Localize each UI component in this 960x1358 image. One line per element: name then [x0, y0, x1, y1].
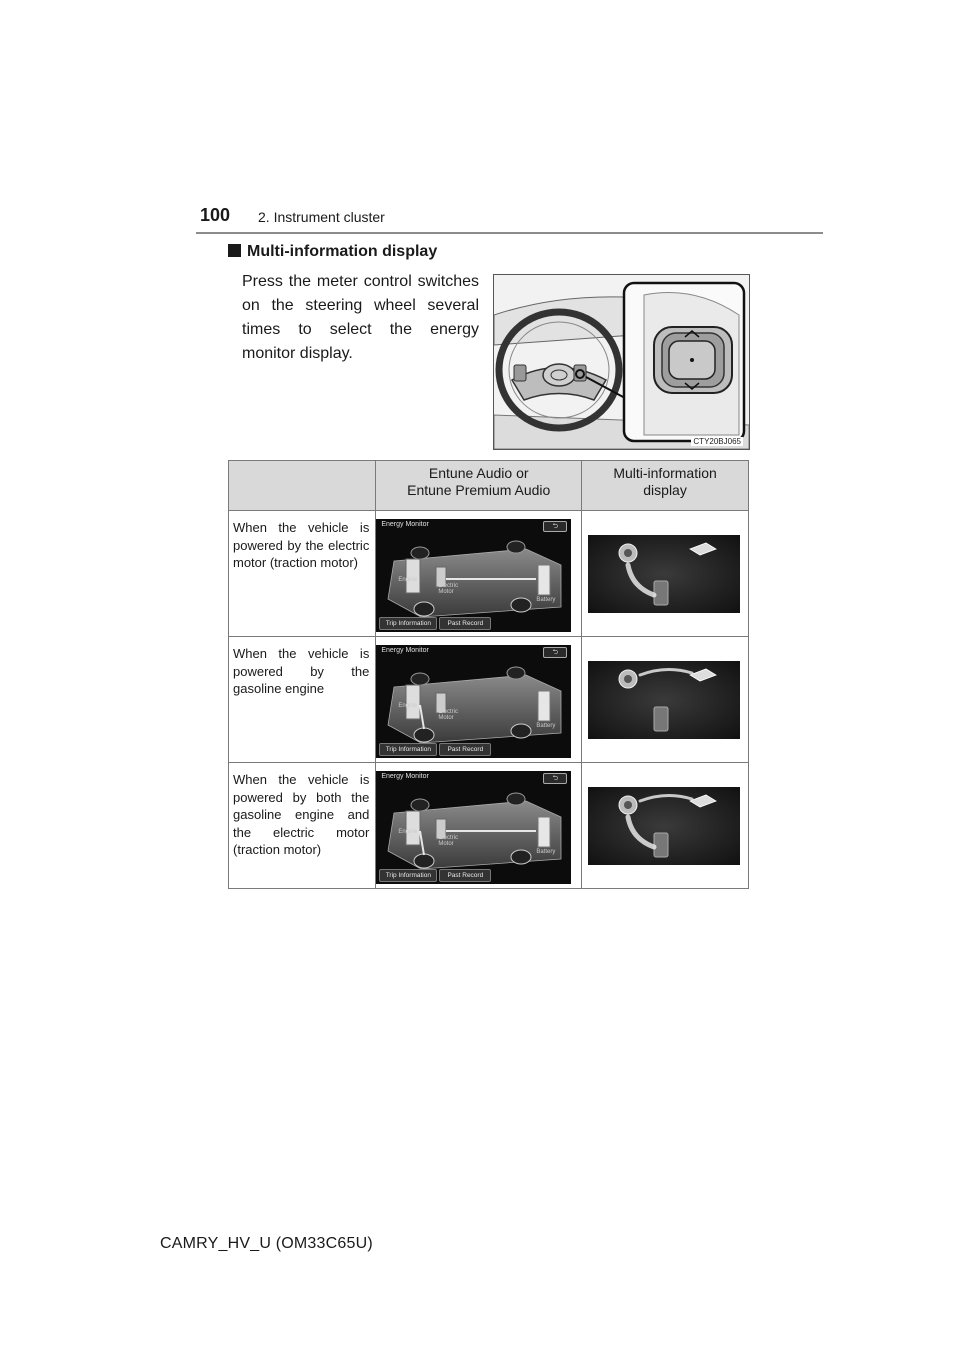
motor-label: Electric Motor	[438, 835, 458, 847]
screen-title: Energy Monitor	[381, 773, 429, 780]
table-row	[229, 637, 749, 763]
trip-information-button: Trip Information	[379, 743, 437, 756]
energy-monitor-screen	[376, 519, 571, 632]
header-mid-line2: display	[643, 482, 687, 498]
steering-wheel-illustration	[494, 275, 749, 449]
header-mid-line1: Multi-information	[613, 465, 717, 481]
car-diagram	[376, 519, 571, 632]
mid-energy-diagram	[588, 661, 740, 739]
car-diagram	[376, 771, 571, 884]
past-record-button: Past Record	[439, 743, 491, 756]
header-entune-line1: Entune Audio or	[428, 465, 529, 481]
battery-label: Battery	[536, 597, 556, 603]
header-mid	[582, 461, 749, 511]
motor-label: Electric Motor	[438, 583, 458, 595]
screen-title: Energy Monitor	[381, 647, 429, 654]
multi-info-display	[588, 661, 740, 739]
intro-paragraph: Press the meter control switches on the steering wheel several times to select the energy monitor display.	[242, 273, 479, 362]
multi-info-display	[588, 535, 740, 613]
engine-label: Engine	[398, 703, 418, 709]
condition-text: When the vehicle is powered by both the gasoline engine and the electric motor (traction motor)	[233, 772, 370, 857]
back-button: ⮌	[543, 521, 567, 532]
footer-model-code: CAMRY_HV_U (OM33C65U)	[160, 1235, 373, 1252]
page-number: 100	[200, 205, 231, 225]
condition-text: When the vehicle is powered by the electric motor (traction motor)	[233, 520, 370, 570]
past-record-button: Past Record	[439, 869, 491, 882]
steering-wheel-figure	[493, 274, 750, 450]
multi-info-display	[588, 787, 740, 865]
battery-label: Battery	[536, 723, 556, 729]
trip-information-button: Trip Information	[379, 617, 437, 630]
screen-title: Energy Monitor	[381, 521, 429, 528]
energy-monitor-screen	[376, 645, 571, 758]
trip-information-button: Trip Information	[379, 869, 437, 882]
subheading-text: Multi-information display	[247, 243, 438, 260]
subheading	[228, 243, 437, 261]
energy-monitor-screen	[376, 771, 571, 884]
table-row	[229, 763, 749, 889]
back-button: ⮌	[543, 773, 567, 784]
motor-label: Electric Motor	[438, 709, 458, 721]
car-diagram	[376, 645, 571, 758]
square-bullet-icon	[228, 244, 241, 257]
table-header-row	[229, 461, 749, 511]
section-title: 2. Instrument cluster	[258, 209, 385, 225]
past-record-button: Past Record	[439, 617, 491, 630]
header-blank	[229, 461, 376, 511]
table-row	[229, 511, 749, 637]
header-rule	[196, 232, 823, 234]
engine-label: Engine	[398, 829, 418, 835]
back-button: ⮌	[543, 647, 567, 658]
mid-energy-diagram	[588, 787, 740, 865]
header-entune	[376, 461, 582, 511]
mid-energy-diagram	[588, 535, 740, 613]
condition-text: When the vehicle is powered by the gasoline engine	[233, 646, 370, 696]
figure-code: CTY20BJ065	[693, 437, 741, 446]
header-entune-line2: Entune Premium Audio	[407, 482, 551, 498]
engine-label: Engine	[398, 577, 418, 583]
energy-monitor-table	[228, 460, 749, 889]
battery-label: Battery	[536, 849, 556, 855]
